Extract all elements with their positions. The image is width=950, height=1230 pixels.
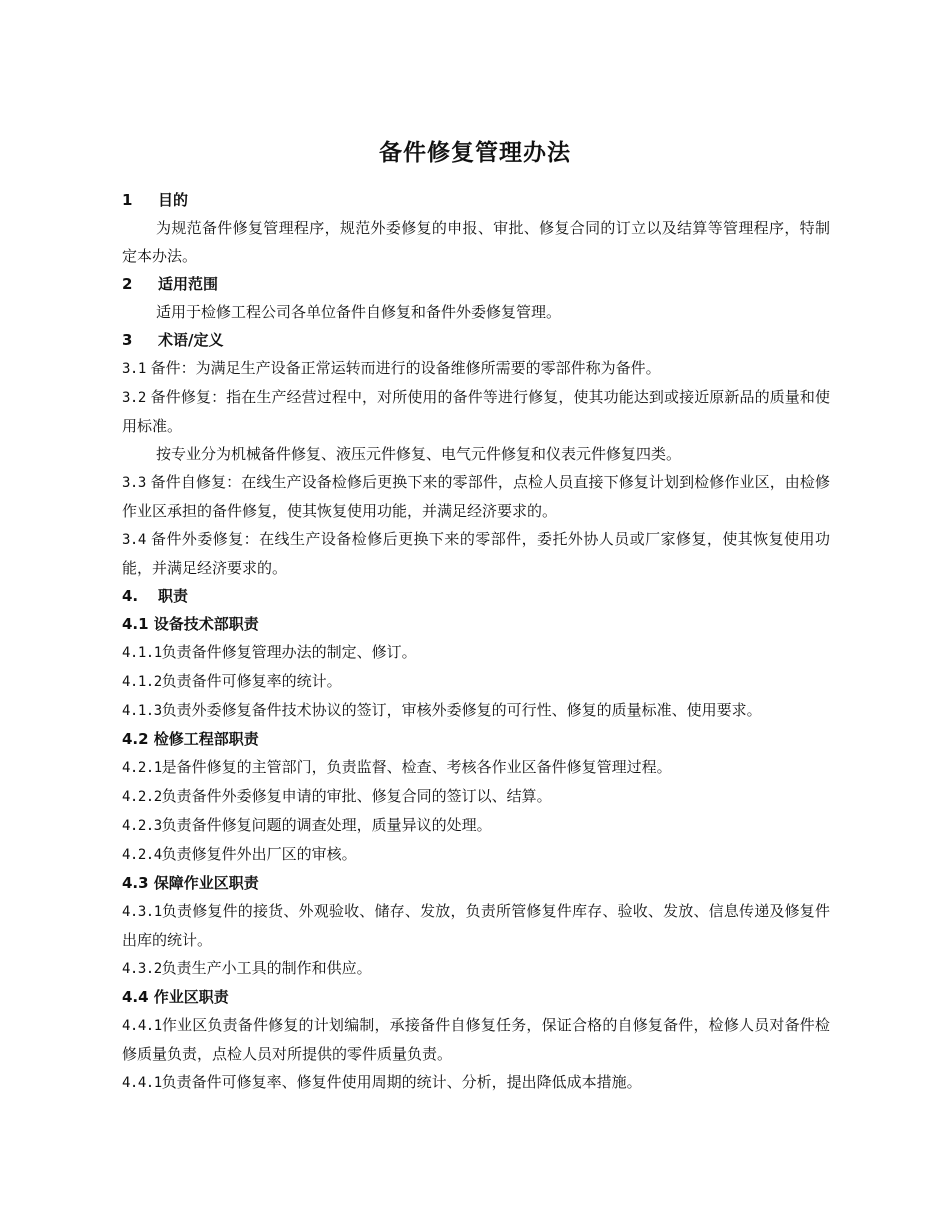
duty-item xyxy=(122,1011,830,1068)
item-text: 负责备件修复问题的调查处理，质量异议的处理。 xyxy=(161,816,492,834)
section-title: 目的 xyxy=(158,191,189,209)
definition-item xyxy=(122,383,830,440)
definition-note: 按专业分为机械备件修复、液压元件修复、电气元件修复和仪表元件修复四类。 xyxy=(156,445,682,463)
section-4-heading xyxy=(122,582,830,610)
item-number: 4.1.1 xyxy=(122,645,162,661)
definition-item xyxy=(122,354,830,383)
item-text: 备件外委修复：在线生产设备检修后更换下来的零部件，委托外协人员或厂家修复，使其恢复使用功能，并满足经济要求的。 xyxy=(122,530,830,577)
section-number: 3 xyxy=(122,331,133,349)
item-number: 3.1 xyxy=(122,361,146,377)
item-text: 负责生产小工具的制作和供应。 xyxy=(161,959,372,977)
section-3-heading xyxy=(122,326,830,354)
item-number: 4.3.2 xyxy=(122,961,162,977)
duty-item xyxy=(122,840,830,869)
section-number: 4. xyxy=(122,587,139,605)
duty-item xyxy=(122,696,830,725)
item-text: 备件：为满足生产设备正常运转而进行的设备维修所需要的零部件称为备件。 xyxy=(150,359,661,377)
item-text: 负责备件修复管理办法的制定、修订。 xyxy=(161,643,417,661)
section-title: 职责 xyxy=(158,587,189,605)
document-title: 备件修复管理办法 xyxy=(379,140,571,166)
subsection-heading: 4.2 检修工程部职责 xyxy=(122,730,259,748)
item-number: 4.1.2 xyxy=(122,674,162,690)
section-number: 1 xyxy=(122,191,133,209)
item-number: 4.2.3 xyxy=(122,818,162,834)
item-number: 4.2.2 xyxy=(122,789,162,805)
duty-item xyxy=(122,811,830,840)
duty-item xyxy=(122,753,830,782)
item-number: 3.4 xyxy=(122,532,146,548)
item-number: 3.3 xyxy=(122,475,146,491)
item-number: 4.2.4 xyxy=(122,847,162,863)
duty-item xyxy=(122,897,830,954)
item-text: 负责修复件外出厂区的审核。 xyxy=(161,845,357,863)
section-title: 适用范围 xyxy=(158,275,219,293)
duty-item xyxy=(122,1068,830,1097)
item-number: 4.1.3 xyxy=(122,703,162,719)
definition-item xyxy=(122,525,830,582)
item-text: 负责备件可修复率的统计。 xyxy=(161,672,342,690)
duty-item xyxy=(122,954,830,983)
item-text: 备件自修复：在线生产设备检修后更换下来的零部件，点检人员直接下修复计划到检修作业区，由检修作业区承担的备件修复，使其恢复使用功能，并满足经济要求的。 xyxy=(122,473,830,520)
subsection-heading: 4.1 设备技术部职责 xyxy=(122,615,259,633)
item-number: 4.4.1 xyxy=(122,1075,162,1091)
item-text: 备件修复：指在生产经营过程中，对所使用的备件等进行修复，使其功能达到或接近原新品的质量和使用标准。 xyxy=(122,388,830,435)
section-number: 2 xyxy=(122,275,133,293)
subsection-heading: 4.3 保障作业区职责 xyxy=(122,874,259,892)
section-1-heading xyxy=(122,186,830,214)
item-text: 作业区负责备件修复的计划编制，承接备件自修复任务，保证合格的自修复备件，检修人员对备件检修质量负责，点检人员对所提供的零件质量负责。 xyxy=(122,1016,830,1063)
definition-item xyxy=(122,468,830,525)
item-text: 是备件修复的主管部门，负责监督、检查、考核各作业区备件修复管理过程。 xyxy=(161,758,672,776)
duty-item xyxy=(122,667,830,696)
item-number: 4.4.1 xyxy=(122,1018,162,1034)
section-1-paragraph: 为规范备件修复管理程序，规范外委修复的申报、审批、修复合同的订立以及结算等管理程序，特制定本办法。 xyxy=(122,219,830,265)
section-title: 术语/定义 xyxy=(158,331,224,349)
section-2-heading xyxy=(122,270,830,298)
section-2-paragraph: 适用于检修工程公司各单位备件自修复和备件外委修复管理。 xyxy=(156,303,562,321)
subsection-heading: 4.4 作业区职责 xyxy=(122,988,229,1006)
document-body xyxy=(122,186,830,1097)
duty-item xyxy=(122,638,830,667)
item-number: 4.3.1 xyxy=(122,904,162,920)
item-text: 负责备件外委修复申请的审批、修复合同的签订以、结算。 xyxy=(161,787,552,805)
item-number: 4.2.1 xyxy=(122,760,162,776)
duty-item xyxy=(122,782,830,811)
item-text: 负责外委修复备件技术协议的签订，审核外委修复的可行性、修复的质量标准、使用要求。 xyxy=(161,701,762,719)
item-text: 负责备件可修复率、修复件使用周期的统计、分析，提出降低成本措施。 xyxy=(161,1073,642,1091)
item-text: 负责修复件的接货、外观验收、储存、发放，负责所管修复件库存、验收、发放、信息传递及修复件出库的统计。 xyxy=(122,902,830,949)
item-number: 3.2 xyxy=(122,390,146,406)
